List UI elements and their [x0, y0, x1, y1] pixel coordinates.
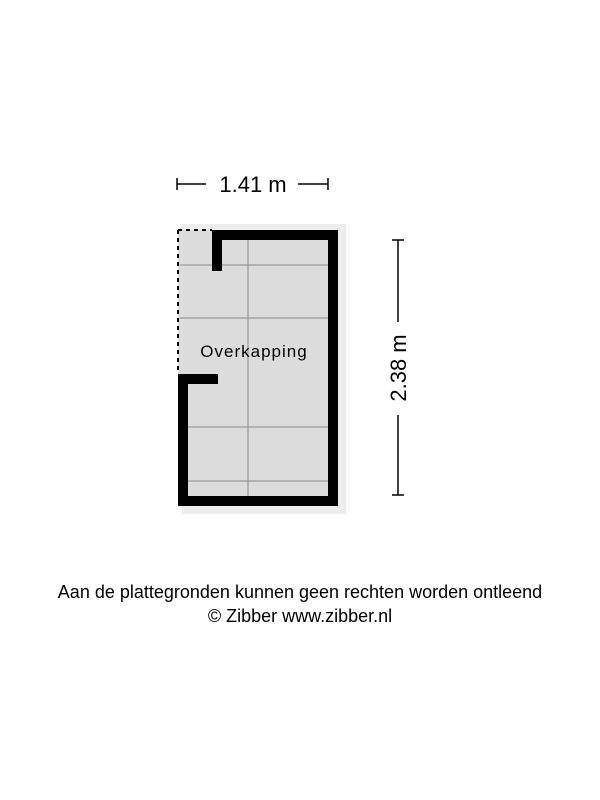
wall-top-stub — [212, 230, 222, 271]
width-dimension-label: 1.41 m — [219, 172, 287, 197]
wall-bottom — [178, 496, 338, 506]
wall-left-stub — [178, 374, 218, 384]
wall-left-lower — [178, 374, 188, 506]
height-dimension-label: 2.38 m — [386, 334, 411, 402]
copyright-text: © Zibber www.zibber.nl — [207, 606, 393, 626]
wall-top — [212, 230, 338, 240]
room-floor — [178, 230, 338, 505]
room-label: Overkapping — [200, 342, 308, 361]
disclaimer-text: Aan de plattegronden kunnen geen rechten worden ontleend — [57, 582, 543, 602]
wall-right — [328, 230, 338, 506]
